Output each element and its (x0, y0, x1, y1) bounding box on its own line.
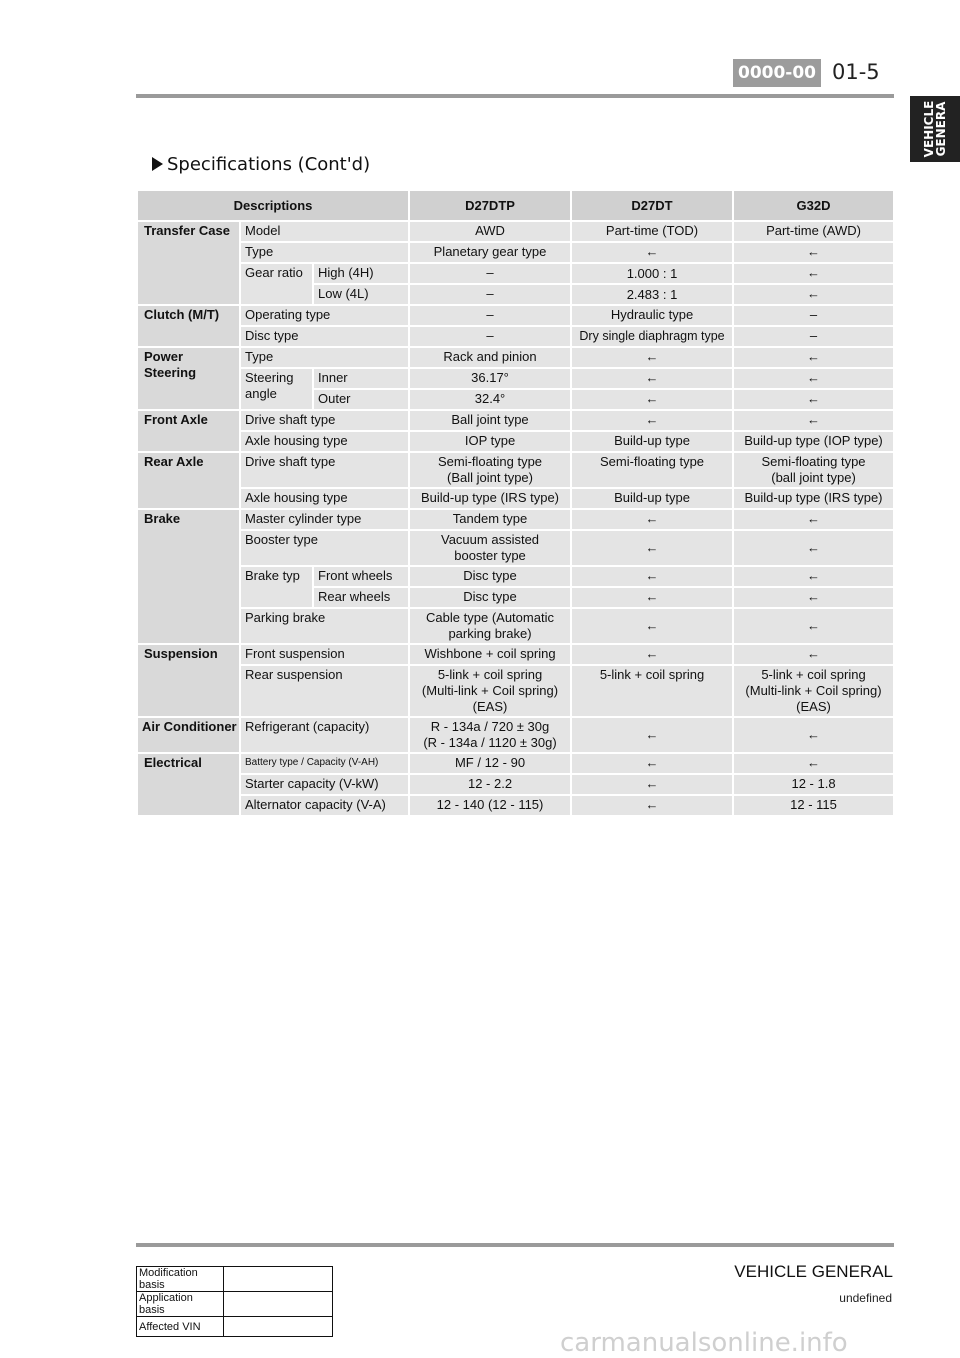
cell: 5-link + coil spring (571, 665, 733, 717)
cell: ← (571, 644, 733, 665)
category-air-conditioner: Air Conditioner (137, 717, 240, 753)
table-row (137, 774, 894, 795)
cell-line: (EAS) (796, 699, 831, 714)
row-label: Type (240, 242, 409, 263)
row-label: Model (240, 221, 409, 242)
table-header-row (137, 190, 894, 221)
cell-line: Semi-floating type (761, 454, 866, 469)
cell-line: (Automatic (491, 610, 554, 625)
cell-line: Semi-floating type (437, 454, 543, 469)
cell: ← (733, 717, 894, 753)
cell: Disc type (409, 566, 571, 587)
cell (733, 665, 894, 717)
cell: 12 - 2.2 (409, 774, 571, 795)
cell-line: (R - 134a / 1120 ± 30g) (423, 735, 557, 750)
category-line: Power (144, 349, 184, 364)
cell: ← (733, 263, 894, 284)
cell: ← (571, 795, 733, 816)
row-label: Brake typ (240, 566, 313, 608)
label-line: angle (245, 386, 277, 401)
table-row (137, 509, 894, 530)
cell: ← (571, 389, 733, 410)
category-transfer-case: Transfer Case (137, 221, 240, 305)
cell-line: (Multi-link + Coil spring) (421, 683, 559, 698)
side-chapter-tab[interactable] (910, 96, 960, 162)
mod-label: Application basis (137, 1292, 224, 1317)
category-clutch: Clutch (M/T) (137, 305, 240, 347)
row-label: Drive shaft type (240, 452, 409, 488)
row-label: Master cylinder type (240, 509, 409, 530)
cell: – (733, 305, 894, 326)
page-number: 01-5 (832, 60, 880, 84)
table-row (137, 452, 894, 488)
cell: ← (733, 608, 894, 644)
cell: Planetary gear type (409, 242, 571, 263)
footer-title: VEHICLE GENERAL (734, 1262, 893, 1281)
cell-line: R - 134a / 720 ± 30g (430, 719, 550, 734)
category-rear-axle: Rear Axle (137, 452, 240, 509)
row-label: Starter capacity (V-kW) (240, 774, 409, 795)
cell (733, 452, 894, 488)
cell-line: 5-link + coil spring (437, 667, 543, 682)
category-electrical: Electrical (137, 753, 240, 816)
cell: ← (733, 410, 894, 431)
cell: Build-up type (571, 488, 733, 509)
cell: ← (571, 587, 733, 608)
watermark-text: carmanualsonline.info (560, 1328, 848, 1358)
cell: 12 - 140 (12 - 115) (409, 795, 571, 816)
header-d27dt: D27DT (571, 190, 733, 221)
cell: – (733, 326, 894, 347)
cell: 12 - 1.8 (733, 774, 894, 795)
cell: – (409, 263, 571, 284)
cell: Part-time (AWD) (733, 221, 894, 242)
cell: Tandem type (409, 509, 571, 530)
row-label: Front suspension (240, 644, 409, 665)
row-sublabel: Low (4L) (313, 284, 409, 305)
cell: ← (571, 410, 733, 431)
cell-line: Cable type (426, 610, 489, 625)
cell: MF / 12 - 90 (409, 753, 571, 774)
cell-line: (ball joint type) (771, 470, 856, 485)
row-label: Gear ratio (240, 263, 313, 305)
cell: ← (733, 530, 894, 566)
cell: ← (733, 389, 894, 410)
category-front-axle: Front Axle (137, 410, 240, 452)
table-row (137, 795, 894, 816)
cell: ← (733, 509, 894, 530)
cell: ← (571, 774, 733, 795)
category-power-steering (137, 347, 240, 410)
row-label: Rear suspension (240, 665, 409, 717)
cell: ← (571, 717, 733, 753)
cell: Build-up type (IOP type) (733, 431, 894, 452)
row-label: Operating type (240, 305, 409, 326)
cell: Wishbone + coil spring (409, 644, 571, 665)
row-label (240, 368, 313, 410)
section-title: Specifications (Cont'd) (152, 154, 370, 175)
cell: ← (733, 242, 894, 263)
cell: ← (733, 347, 894, 368)
triangle-bullet-icon (152, 157, 163, 171)
category-line: Steering (144, 365, 197, 380)
header-descriptions: Descriptions (137, 190, 409, 221)
cell: Build-up type (571, 431, 733, 452)
table-row (137, 431, 894, 452)
table-row (137, 665, 894, 717)
cell: Build-up type (IRS type) (733, 488, 894, 509)
cell: ← (733, 368, 894, 389)
row-label: Battery type / Capacity (V-AH) (240, 753, 409, 774)
cell-line: (Ball joint type) (447, 470, 533, 485)
table-row (137, 753, 894, 774)
cell: ← (571, 608, 733, 644)
category-brake: Brake (137, 509, 240, 644)
table-row (137, 221, 894, 242)
cell: Build-up type (IRS type) (409, 488, 571, 509)
mod-value (224, 1317, 333, 1337)
cell: Hydraulic type (571, 305, 733, 326)
label-line: Steering (245, 370, 294, 385)
section-code-badge: 0000-00 (733, 59, 821, 87)
cell: ← (733, 753, 894, 774)
table-row (137, 488, 894, 509)
cell: – (409, 284, 571, 305)
cell: Semi-floating type (571, 452, 733, 488)
table-row (137, 717, 894, 753)
table-row (137, 644, 894, 665)
cell: ← (733, 587, 894, 608)
row-label: Drive shaft type (240, 410, 409, 431)
cell: Part-time (TOD) (571, 221, 733, 242)
modification-table (136, 1266, 333, 1337)
row-sublabel: Rear wheels (313, 587, 409, 608)
row-sublabel: Inner (313, 368, 409, 389)
table-row (137, 347, 894, 368)
cell-line: booster type (454, 548, 526, 563)
table-row (137, 410, 894, 431)
cell: ← (571, 368, 733, 389)
cell-line: (Multi-link + Coil spring) (745, 683, 882, 698)
row-label: Type (240, 347, 409, 368)
mod-value (224, 1292, 333, 1317)
category-suspension: Suspension (137, 644, 240, 717)
table-row (137, 566, 894, 587)
cell: – (409, 305, 571, 326)
cell-line: parking brake) (448, 626, 532, 641)
table-row (137, 368, 894, 389)
cell (409, 530, 571, 566)
row-label: Parking brake (240, 608, 409, 644)
cell: ← (571, 753, 733, 774)
cell: ← (733, 566, 894, 587)
row-label: Alternator capacity (V-A) (240, 795, 409, 816)
row-label: Disc type (240, 326, 409, 347)
cell: Rack and pinion (409, 347, 571, 368)
row-label: Refrigerant (capacity) (240, 717, 409, 753)
cell-line: (EAS) (472, 699, 508, 714)
cell: Ball joint type (409, 410, 571, 431)
footer-subtitle: undefined (839, 1291, 892, 1305)
cell: 32.4° (409, 389, 571, 410)
cell: IOP type (409, 431, 571, 452)
table-row (137, 608, 894, 644)
row-label: Axle housing type (240, 431, 409, 452)
cell: – (409, 326, 571, 347)
cell (409, 665, 571, 717)
specifications-table (136, 189, 895, 817)
table-row (137, 305, 894, 326)
cell: ← (571, 347, 733, 368)
table-row (137, 530, 894, 566)
cell: 12 - 115 (733, 795, 894, 816)
cell: ← (571, 242, 733, 263)
mod-label: Modification basis (137, 1267, 224, 1292)
cell: 1.000 : 1 (571, 263, 733, 284)
footer-divider (136, 1243, 894, 1247)
row-sublabel: High (4H) (313, 263, 409, 284)
header-d27dtp: D27DTP (409, 190, 571, 221)
table-row (137, 326, 894, 347)
cell: ← (571, 530, 733, 566)
header-g32d: G32D (733, 190, 894, 221)
row-label: Axle housing type (240, 488, 409, 509)
row-label: Booster type (240, 530, 409, 566)
cell (409, 452, 571, 488)
cell (409, 608, 571, 644)
cell: AWD (409, 221, 571, 242)
cell: ← (733, 644, 894, 665)
cell (409, 717, 571, 753)
cell: ← (571, 509, 733, 530)
table-row (137, 1292, 333, 1317)
row-sublabel: Outer (313, 389, 409, 410)
cell: 2.483 : 1 (571, 284, 733, 305)
table-row (137, 1267, 333, 1292)
side-tab-label: VEHICLE GENERA (922, 100, 948, 158)
cell: ← (733, 284, 894, 305)
table-row (137, 1317, 333, 1337)
cell: ← (571, 566, 733, 587)
row-sublabel: Front wheels (313, 566, 409, 587)
header-divider (136, 94, 894, 98)
cell-line: 5-link + coil spring (761, 667, 866, 682)
table-row (137, 242, 894, 263)
mod-value (224, 1267, 333, 1292)
cell: Dry single diaphragm type (571, 326, 733, 347)
table-row (137, 263, 894, 284)
cell: Disc type (409, 587, 571, 608)
cell-line: Vacuum assisted (441, 532, 540, 547)
cell: 36.17° (409, 368, 571, 389)
mod-label: Affected VIN (137, 1317, 224, 1337)
